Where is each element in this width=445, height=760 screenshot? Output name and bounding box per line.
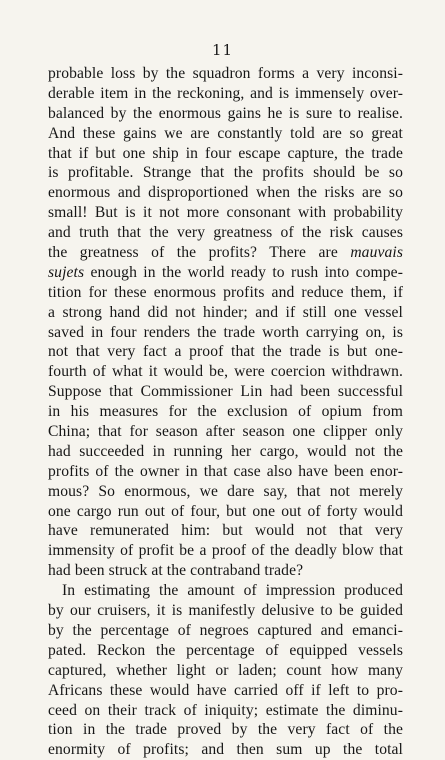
text-line: fourth of what it would be, were coercion withdrawn. (48, 363, 403, 381)
text-line: and truth that the very greatness of the risk causes (48, 224, 403, 242)
text-line: saved in four renders the trade worth carrying on, is (48, 323, 403, 341)
text-line (48, 263, 403, 283)
text-line: tion in the trade proved by the very fact of the (48, 721, 403, 739)
italic-phrase: sujets (48, 263, 85, 281)
text-line: balanced by the enormous gains he is sure to realise. (48, 104, 403, 122)
text-line: had succeeded in running her cargo, would not the (48, 442, 403, 460)
text-line: is profitable. Strange that the profits should be so (48, 164, 403, 182)
text-line: ceed on their track of iniquity; estimate the diminu- (48, 701, 403, 719)
text-line: captured, whether light or laden; count how many (48, 661, 403, 679)
text-line: by the percentage of negroes captured and emanci- (48, 621, 403, 639)
text-segment: enough in the world ready to rush into compe- (84, 263, 403, 281)
page-number: 11 (211, 41, 234, 59)
text-line: that if but one ship in four escape capture, the trade (48, 144, 403, 162)
text-line: not that very fact a proof that the trade is but one- (48, 343, 403, 361)
text-line: Suppose that Commissioner Lin had been successful (48, 383, 403, 401)
text-line: China; that for season after season one clipper only (48, 423, 403, 441)
text-line: enormity of profits; and then sum up the total (48, 741, 403, 759)
text-line (48, 243, 403, 263)
text-line: derable item in the reckoning, and is immensely over- (48, 84, 403, 102)
text-line: one cargo run out of four, but one out of forty would (48, 502, 403, 520)
body-text (48, 64, 403, 760)
text-line: Africans these would have carried off if left to pro- (48, 681, 403, 699)
text-line: immensity of profit be a proof of the deadly blow that (48, 542, 403, 560)
text-line: profits of the owner in that case also have been enor- (48, 462, 403, 480)
text-line: tition for these enormous profits and reduce them, if (48, 283, 403, 301)
text-line: have remunerated him: but would not that very (48, 522, 403, 540)
italic-phrase: mauvais (350, 244, 403, 262)
text-line: a strong hand did not hinder; and if still one vessel (48, 303, 403, 321)
text-line: And these gains we are constantly told are so great (48, 124, 403, 142)
text-line: mous? So enormous, we dare say, that not merely (48, 482, 403, 500)
text-segment: the greatness of the profits? There are (48, 244, 351, 262)
text-line: enormous and disproportioned when the risks are so (48, 184, 403, 202)
text-line: in his measures for the exclusion of opium from (48, 403, 403, 421)
text-line: In estimating the amount of impression produced (62, 582, 403, 600)
text-line: probable loss by the squadron forms a very inconsi- (48, 65, 403, 82)
text-line: small! But is it not more consonant with probability (48, 204, 403, 222)
text-line: pated. Reckon the percentage of equipped vessels (48, 641, 403, 659)
text-line: by our cruisers, it is manifestly delusive to be guided (48, 602, 403, 620)
text-line: had been struck at the contraband trade? (48, 562, 304, 580)
